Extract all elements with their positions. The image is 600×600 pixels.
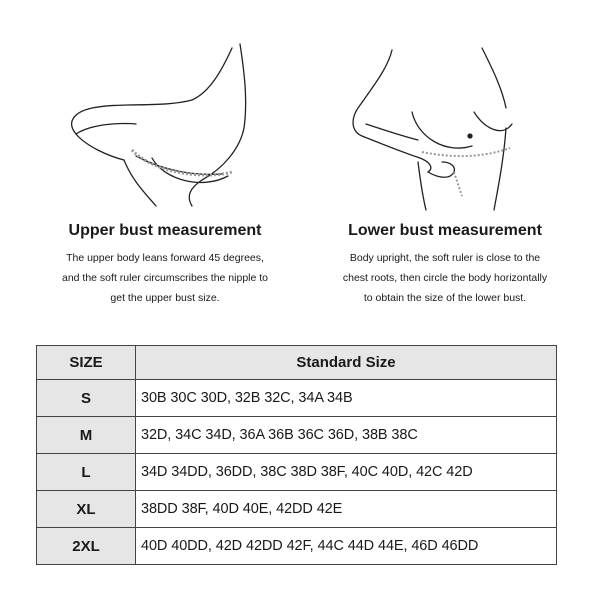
size-cell: 2XL [37,528,136,565]
size-cell: L [37,454,136,491]
size-chart-table [36,345,557,565]
table-row [37,380,557,417]
table-row [37,491,557,528]
lower-bust-line-1: Body upright, the soft ruler is close to the [349,252,541,264]
standard-size-cell: 30B 30C 30D, 32B 32C, 34A 34B [136,380,557,417]
size-column-header: SIZE [37,346,136,380]
upper-bust-line-3: get the upper bust size. [110,292,220,304]
table-header-row [37,346,557,380]
upper-bust-line-1: The upper body leans forward 45 degrees, [66,252,264,264]
standard-size-cell: 34D 34DD, 36DD, 38C 38D 38F, 40C 40D, 42C 42D [136,454,557,491]
table-row [37,417,557,454]
upper-bust-description [20,248,310,308]
size-cell: M [37,417,136,454]
size-cell: S [37,380,136,417]
size-cell: XL [37,491,136,528]
lower-bust-heading: Lower bust measurement [348,222,542,239]
lower-bust-illustration [322,28,552,213]
standard-size-cell: 32D, 34C 34D, 36A 36B 36C 36D, 38B 38C [136,417,557,454]
table-row [37,528,557,565]
lower-bust-line-3: to obtain the size of the lower bust. [363,292,527,304]
table-row [37,454,557,491]
upper-bust-heading: Upper bust measurement [68,222,262,239]
standard-size-cell: 38DD 38F, 40D 40E, 42DD 42E [136,491,557,528]
lower-bust-line-2: chest roots, then circle the body horizontally [342,272,548,284]
standard-size-column-header: Standard Size [136,346,557,380]
upper-bust-illustration [52,30,292,210]
upper-bust-line-2: and the soft ruler circumscribes the nipple to [61,272,269,284]
standard-size-cell: 40D 40DD, 42D 42DD 42F, 44C 44D 44E, 46D 46DD [136,528,557,565]
lower-bust-description [300,248,590,308]
